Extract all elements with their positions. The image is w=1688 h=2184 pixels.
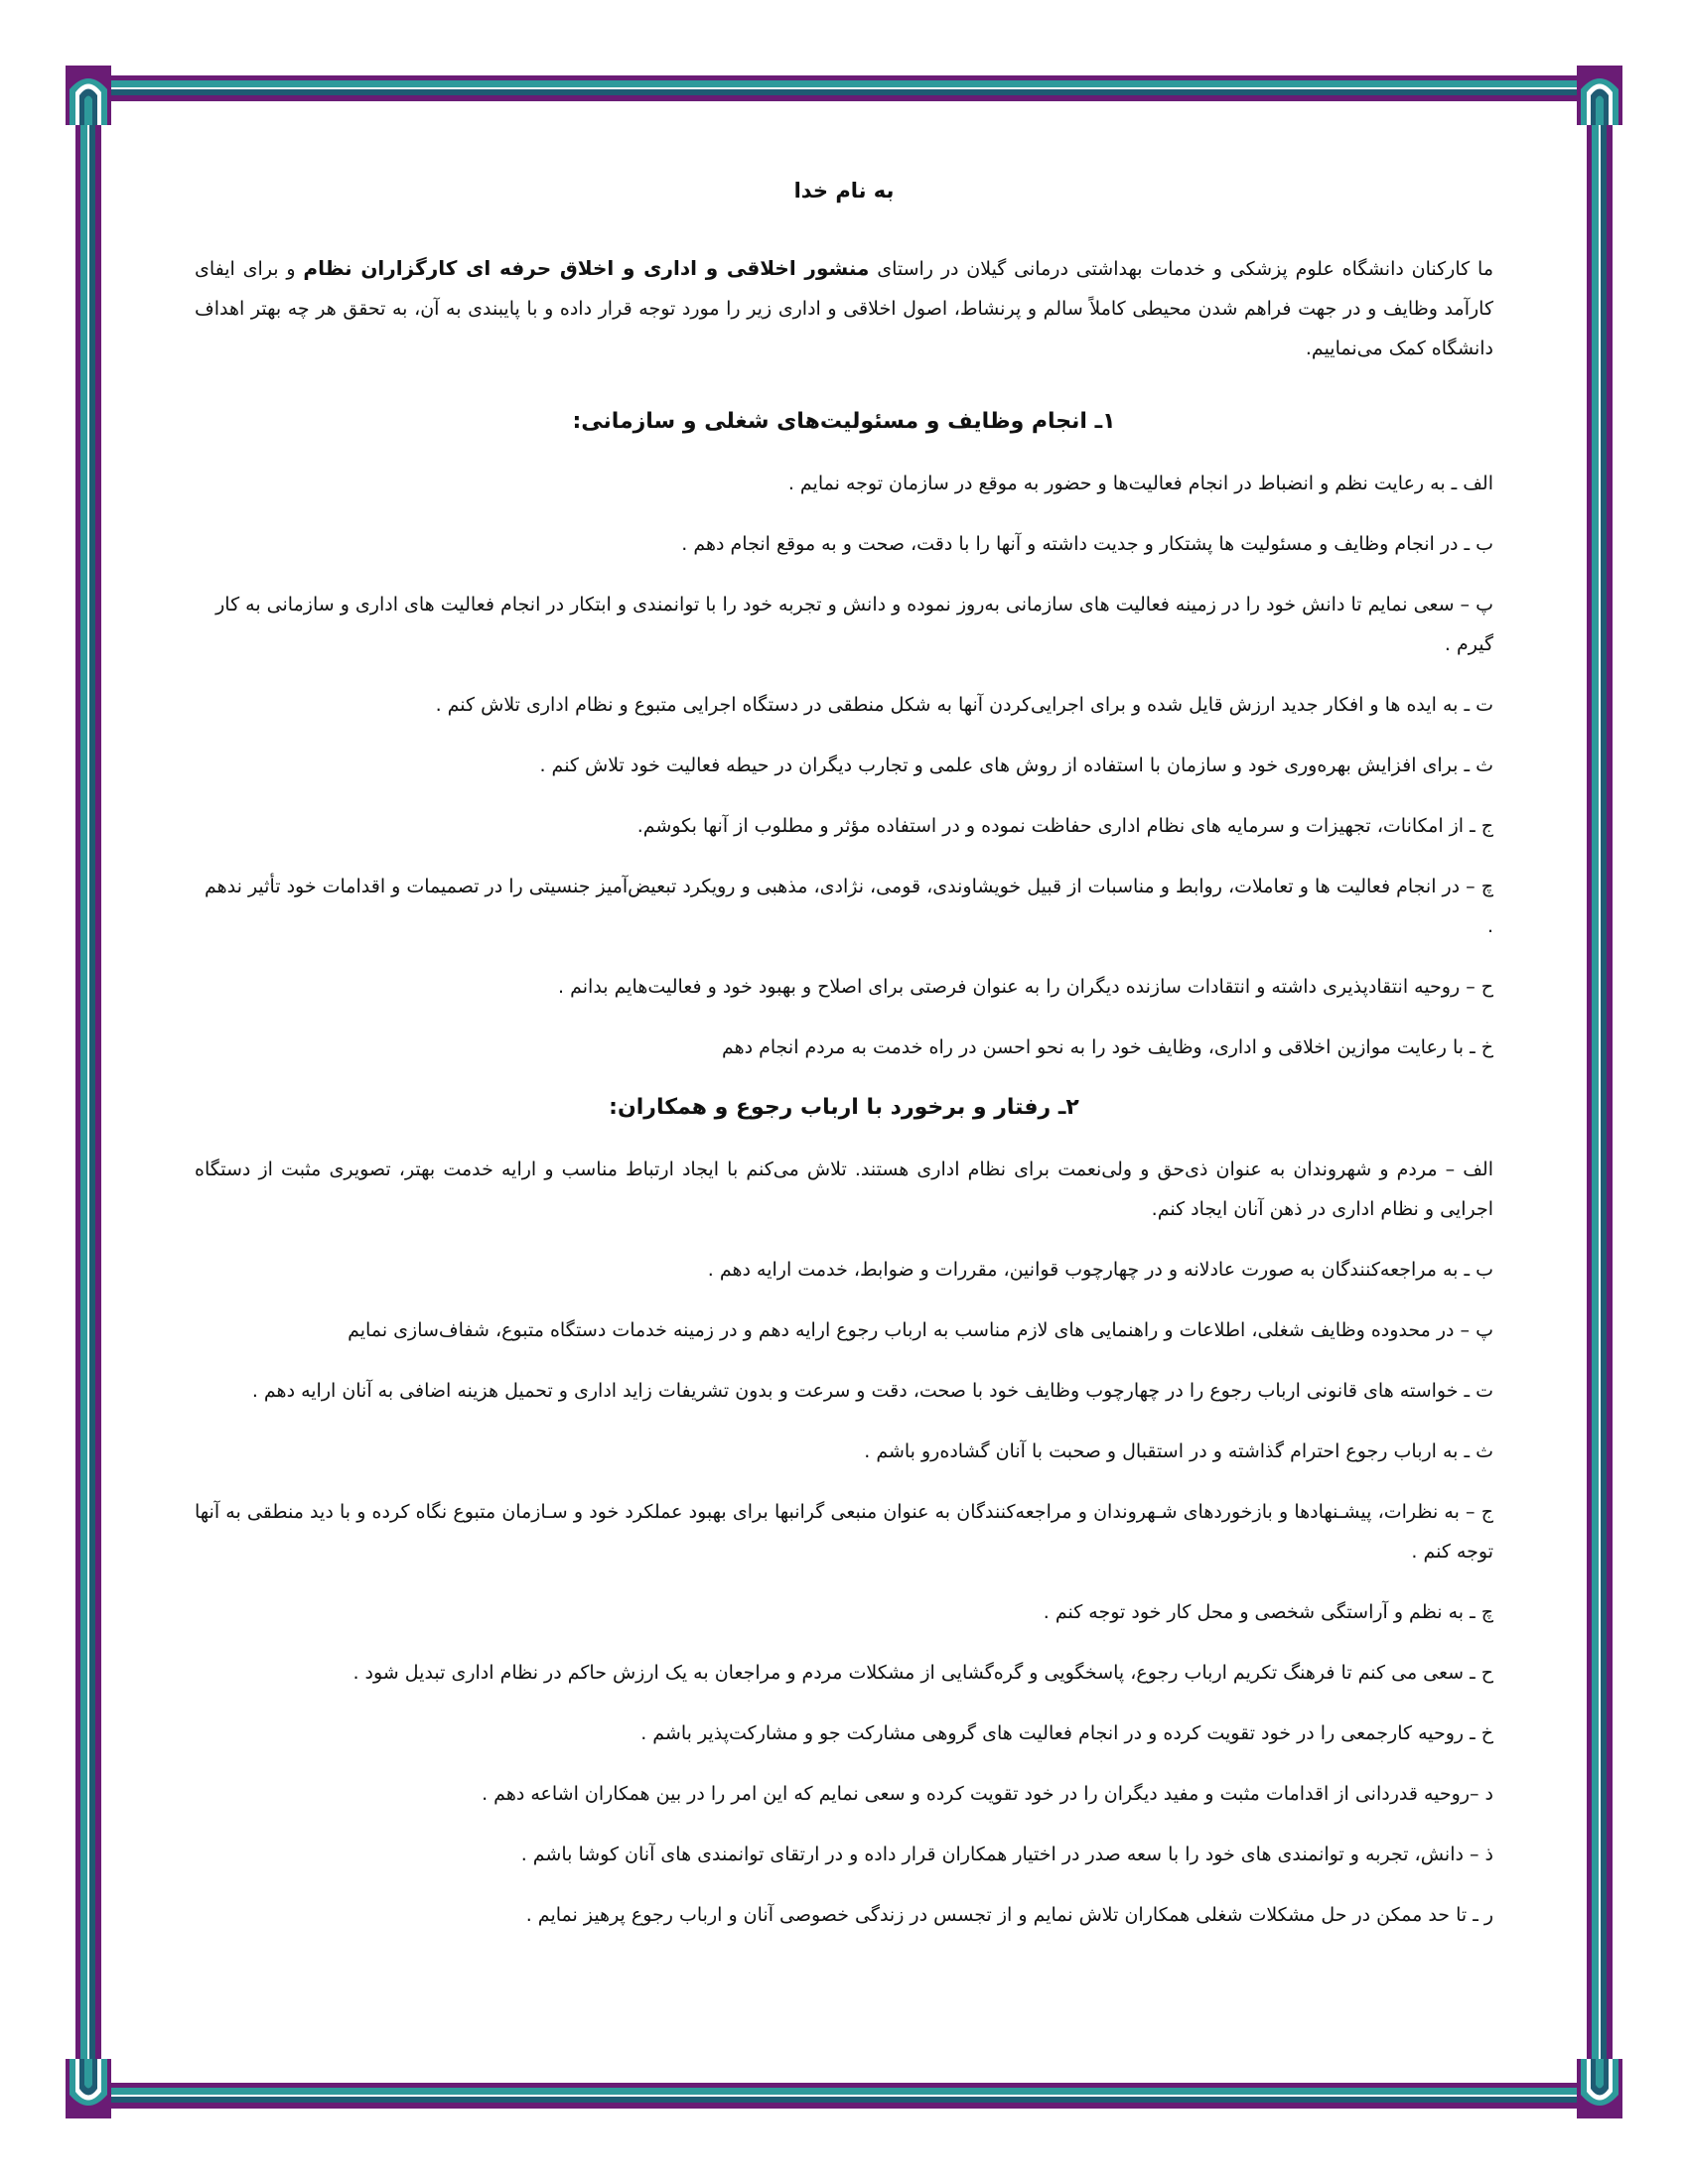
section-2-item: ث ـ به ارباب رجوع احترام گذاشته و در استقبال و صحبت با آنان گشاده‌رو باشم . [864, 1440, 1493, 1462]
intro-text-part1: ما کارکنان دانشگاه علوم پزشکی و خدمات بهداشتی درمانی گیلان در راستای [869, 258, 1493, 280]
section-2-item: خ ـ روحیه کارجمعی را در خود تقویت کرده و در انجام فعالیت های گروهی مشارکت جو و مشارکت‌پذیر باشم . [640, 1722, 1493, 1744]
corner-arch-ornament-icon [1577, 2059, 1622, 2118]
section-1-item: ح – روحیه انتقادپذیری داشته و انتقادات سازنده دیگران را به عنوان فرصتی برای اصلاح و بهبود خود و فعالیت‌هایم بدانم . [558, 976, 1493, 998]
section-1-item: ت ـ به ایده ها و افکار جدید ارزش قایل شده و برای اجرایی‌کردن آنها به شکل منطقی در دستگاه اجرایی متبوع و نظام اداری تلاش کنم . [435, 694, 1493, 716]
border-top [66, 75, 1622, 101]
section-2-item: د –روحیه قدردانی از اقدامات مثبت و مفید دیگران را در خود تقویت کرده و سعی نمایم که این امر را در بین همکاران اشاعه دهم . [482, 1783, 1493, 1805]
section-2-item: ت ـ خواسته های قانونی ارباب رجوع را در چهارچوب وظایف خود با صحت، دقت و سرعت و بدون تشریفات زاید اداری و تحمیل هزینه اضافی به آنان ارایه دهم . [251, 1380, 1493, 1402]
section-2-heading: ۲ـ رفتار و برخورد با ارباب رجوع و همکاران: [609, 1095, 1079, 1120]
section-1-item: چ – در انجام فعالیت ها و تعاملات، روابط و مناسبات از قبیل خویشاوندی، قومی، نژادی، مذهبی و رویکرد تبعیض‌آمیز جنسیتی را در تصمیمات و اقدامات خود تأثیر ندهم . [204, 876, 1493, 937]
section-1-item: ج ـ از امکانات، تجهیزات و سرمایه های نظام اداری حفاظت نموده و در استفاده مؤثر و مطلوب از آنها بکوشم. [636, 815, 1493, 837]
corner-arch-ornament-icon [1577, 66, 1622, 125]
section-2-item: الف – مردم و شهروندان به عنوان ذی‌حق و ولی‌نعمت برای نظام اداری هستند. تلاش می‌کنم با ایجاد ارتباط مناسب و ارایه خدمت بهتر، تصویری مثبت از دستگاه اجرایی و نظام اداری در ذهن آنان ایجاد کنم. [195, 1159, 1493, 1220]
section-2-item: پ – در محدوده وظایف شغلی، اطلاعات و راهنمایی های لازم مناسب به ارباب رجوع ارایه دهم و در زمینه خدمات دستگاه متبوع، شفاف‌سازی نمایم [348, 1319, 1493, 1341]
section-1-item: الف ـ به رعایت نظم و انضباط در انجام فعالیت‌ها و حضور به موقع در سازمان توجه نمایم . [787, 473, 1493, 494]
page-title: به نام خدا [793, 179, 895, 203]
section-1-item: خ ـ با رعایت موازین اخلاقی و اداری، وظایف خود را به نحو احسن در راه خدمت به مردم انجام دهم [721, 1036, 1493, 1058]
intro-paragraph [195, 248, 1493, 368]
section-2-item: ر ـ تا حد ممکن در حل مشکلات شغلی همکاران تلاش نمایم و از تجسس در زندگی خصوصی آنان و ارباب رجوع پرهیز نمایم . [525, 1904, 1493, 1926]
section-2-item: ح ـ سعی می کنم تا فرهنگ تکریم ارباب رجوع، پاسخگویی و گره‌گشایی از مشکلات مردم و مراجعان به یک ارزش حاکم در نظام اداری تبدیل شود . [352, 1662, 1493, 1684]
intro-text-part2: و برای ایفای کارآمد وظایف و در جهت فراهم شدن محیطی کاملاً سالم و پرنشاط، اصول اخلاقی و اداری زیر را مورد توجه قرار داده و با پایبندی به آن، به تحقق هر چه بهتر اهداف دانشگاه کمک می‌نماییم. [195, 258, 1493, 359]
section-2-item: ب ـ به مراجعه‌کنندگان به صورت عادلانه و در چهارچوب قوانین، مقررات و ضوابط، خدمت ارایه دهم . [707, 1259, 1493, 1281]
section-1-item: ث ـ برای افزایش بهره‌وری خود و سازمان با استفاده از روش های علمی و تجارب دیگران در حیطه فعالیت خود تلاش کنم . [539, 754, 1493, 776]
border-bottom [66, 2083, 1622, 2109]
corner-arch-ornament-icon [66, 2059, 111, 2118]
section-1-item: پ – سعی نمایم تا دانش خود را در زمینه فعالیت های سازمانی به‌روز نموده و دانش و تجربه خود را با توانمندی و ابتکار در انجام فعالیت های اداری و سازمانی به کار گیرم . [215, 594, 1493, 655]
border-right [1587, 66, 1613, 2118]
section-2-item: ذ – دانش، تجربه و توانمندی های خود را با سعه صدر در اختیار همکاران قرار داده و در ارتقای توانمندی های آنان کوشا باشم . [520, 1843, 1493, 1865]
section-2-item: چ ـ به نظم و آراستگی شخصی و محل کار خود توجه کنم . [1043, 1601, 1493, 1623]
corner-arch-ornament-icon [66, 66, 111, 125]
border-left [75, 66, 101, 2118]
section-1-item: ب ـ در انجام وظایف و مسئولیت ها پشتکار و جدیت داشته و آنها را با دقت، صحت و به موقع انجام دهم . [681, 533, 1493, 555]
section-1-heading: ۱ـ انجام وظایف و مسئولیت‌های شغلی و سازمانی: [572, 409, 1116, 434]
section-2-item: ج – به نظرات، پیشـنهادها و بازخوردهای شـهروندان و مراجعه‌کنندگان به عنوان منبعی گرانبها برای بهبود عملکرد خود و سـازمان متبوع نگاه کرده و با دید منطقی به آنها توجه کنم . [195, 1501, 1493, 1563]
intro-bold-charter-name: منشور اخلاقی و اداری و اخلاق حرفه ای کارگزاران نظام [303, 256, 870, 280]
document-body [195, 171, 1493, 1956]
